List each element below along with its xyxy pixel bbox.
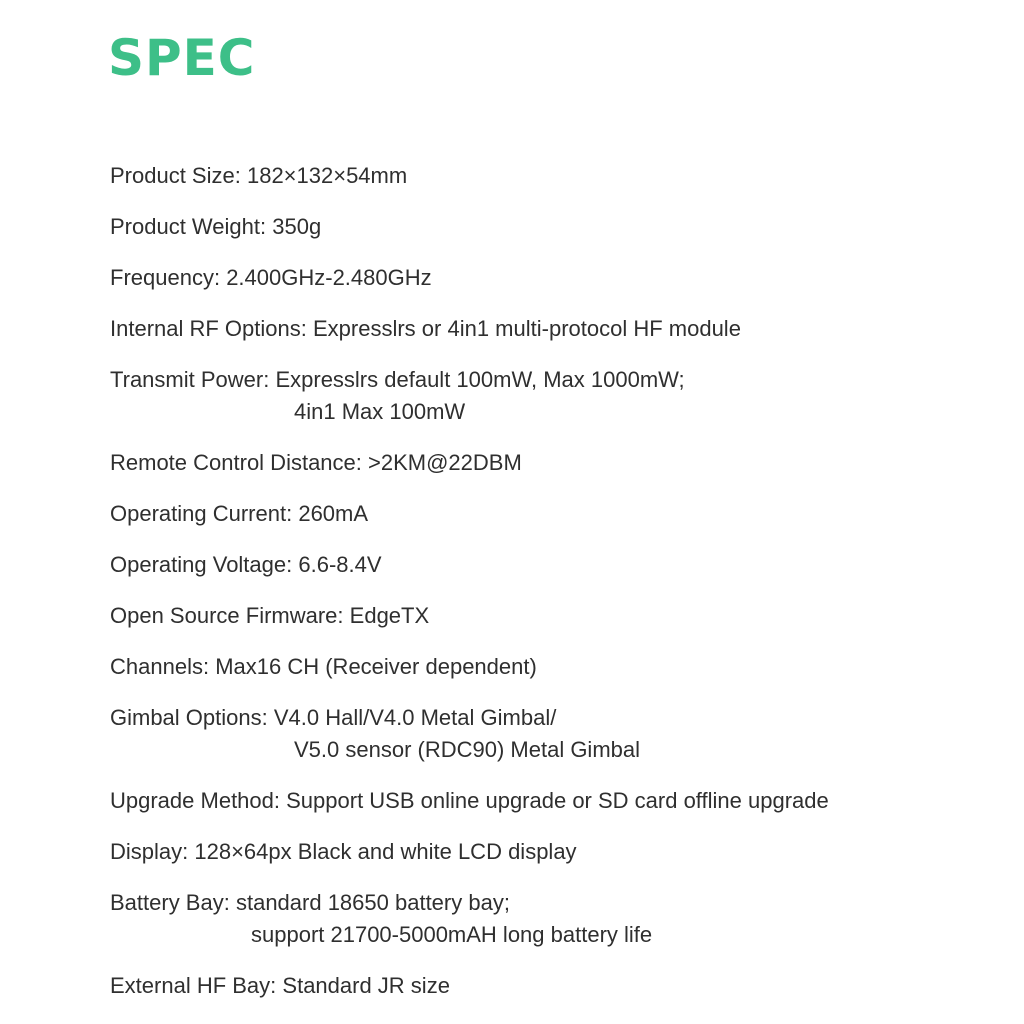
spec-label: External HF Bay: [110,973,277,998]
spec-value: standard 18650 battery bay; [235,890,510,915]
spec-gimbal-options [110,702,640,766]
spec-value-continued: V5.0 sensor (RDC90) Metal Gimbal [294,737,641,762]
spec-label: Gimbal Options: [110,705,268,730]
spec-open-source-firmware [110,600,429,632]
spec-value: >2KM@22DBM [368,450,522,475]
spec-label: Display: [110,839,189,864]
spec-product-size [110,160,407,192]
spec-value-continued: support 21700-5000mAH long battery life [251,922,653,947]
spec-label: Transmit Power: [110,367,270,392]
spec-internal-rf-options [110,313,741,345]
spec-value: 260mA [298,501,369,526]
spec-value: V4.0 Hall/V4.0 Metal Gimbal/ [273,705,557,730]
spec-label: Upgrade Method: [110,788,280,813]
spec-product-weight [110,211,321,243]
spec-label: Internal RF Options: [110,316,307,341]
spec-value: 182×132×54mm [246,163,408,188]
spec-label: Remote Control Distance: [110,450,362,475]
spec-value: 2.400GHz-2.480GHz [226,265,432,290]
spec-operating-voltage [110,549,382,581]
spec-transmit-power [110,364,685,428]
spec-value: Expresslrs or 4in1 multi-protocol HF module [313,316,741,341]
spec-value: Max16 CH (Receiver dependent) [215,654,537,679]
spec-operating-current [110,498,368,530]
spec-value: Standard JR size [282,973,450,998]
spec-channels [110,651,537,683]
spec-frequency [110,262,432,294]
spec-value: Support USB online upgrade or SD card offline upgrade [286,788,829,813]
spec-value-continued: 4in1 Max 100mW [294,399,466,424]
spec-value: 350g [272,214,322,239]
spec-battery-bay [110,887,652,951]
page-title: SPEC [108,29,256,87]
spec-label: Product Size: [110,163,241,188]
spec-upgrade-method [110,785,829,817]
spec-label: Channels: [110,654,210,679]
spec-label: Operating Voltage: [110,552,293,577]
spec-label: Open Source Firmware: [110,603,344,628]
spec-remote-control-distance [110,447,522,479]
spec-label: Product Weight: [110,214,267,239]
spec-value: 6.6-8.4V [298,552,382,577]
spec-label: Frequency: [110,265,221,290]
spec-display [110,836,577,868]
spec-value: 128×64px Black and white LCD display [194,839,577,864]
spec-label: Operating Current: [110,501,293,526]
spec-value: Expresslrs default 100mW, Max 1000mW; [275,367,685,392]
spec-external-hf-bay [110,970,450,1002]
spec-value: EdgeTX [349,603,430,628]
spec-label: Battery Bay: [110,890,230,915]
